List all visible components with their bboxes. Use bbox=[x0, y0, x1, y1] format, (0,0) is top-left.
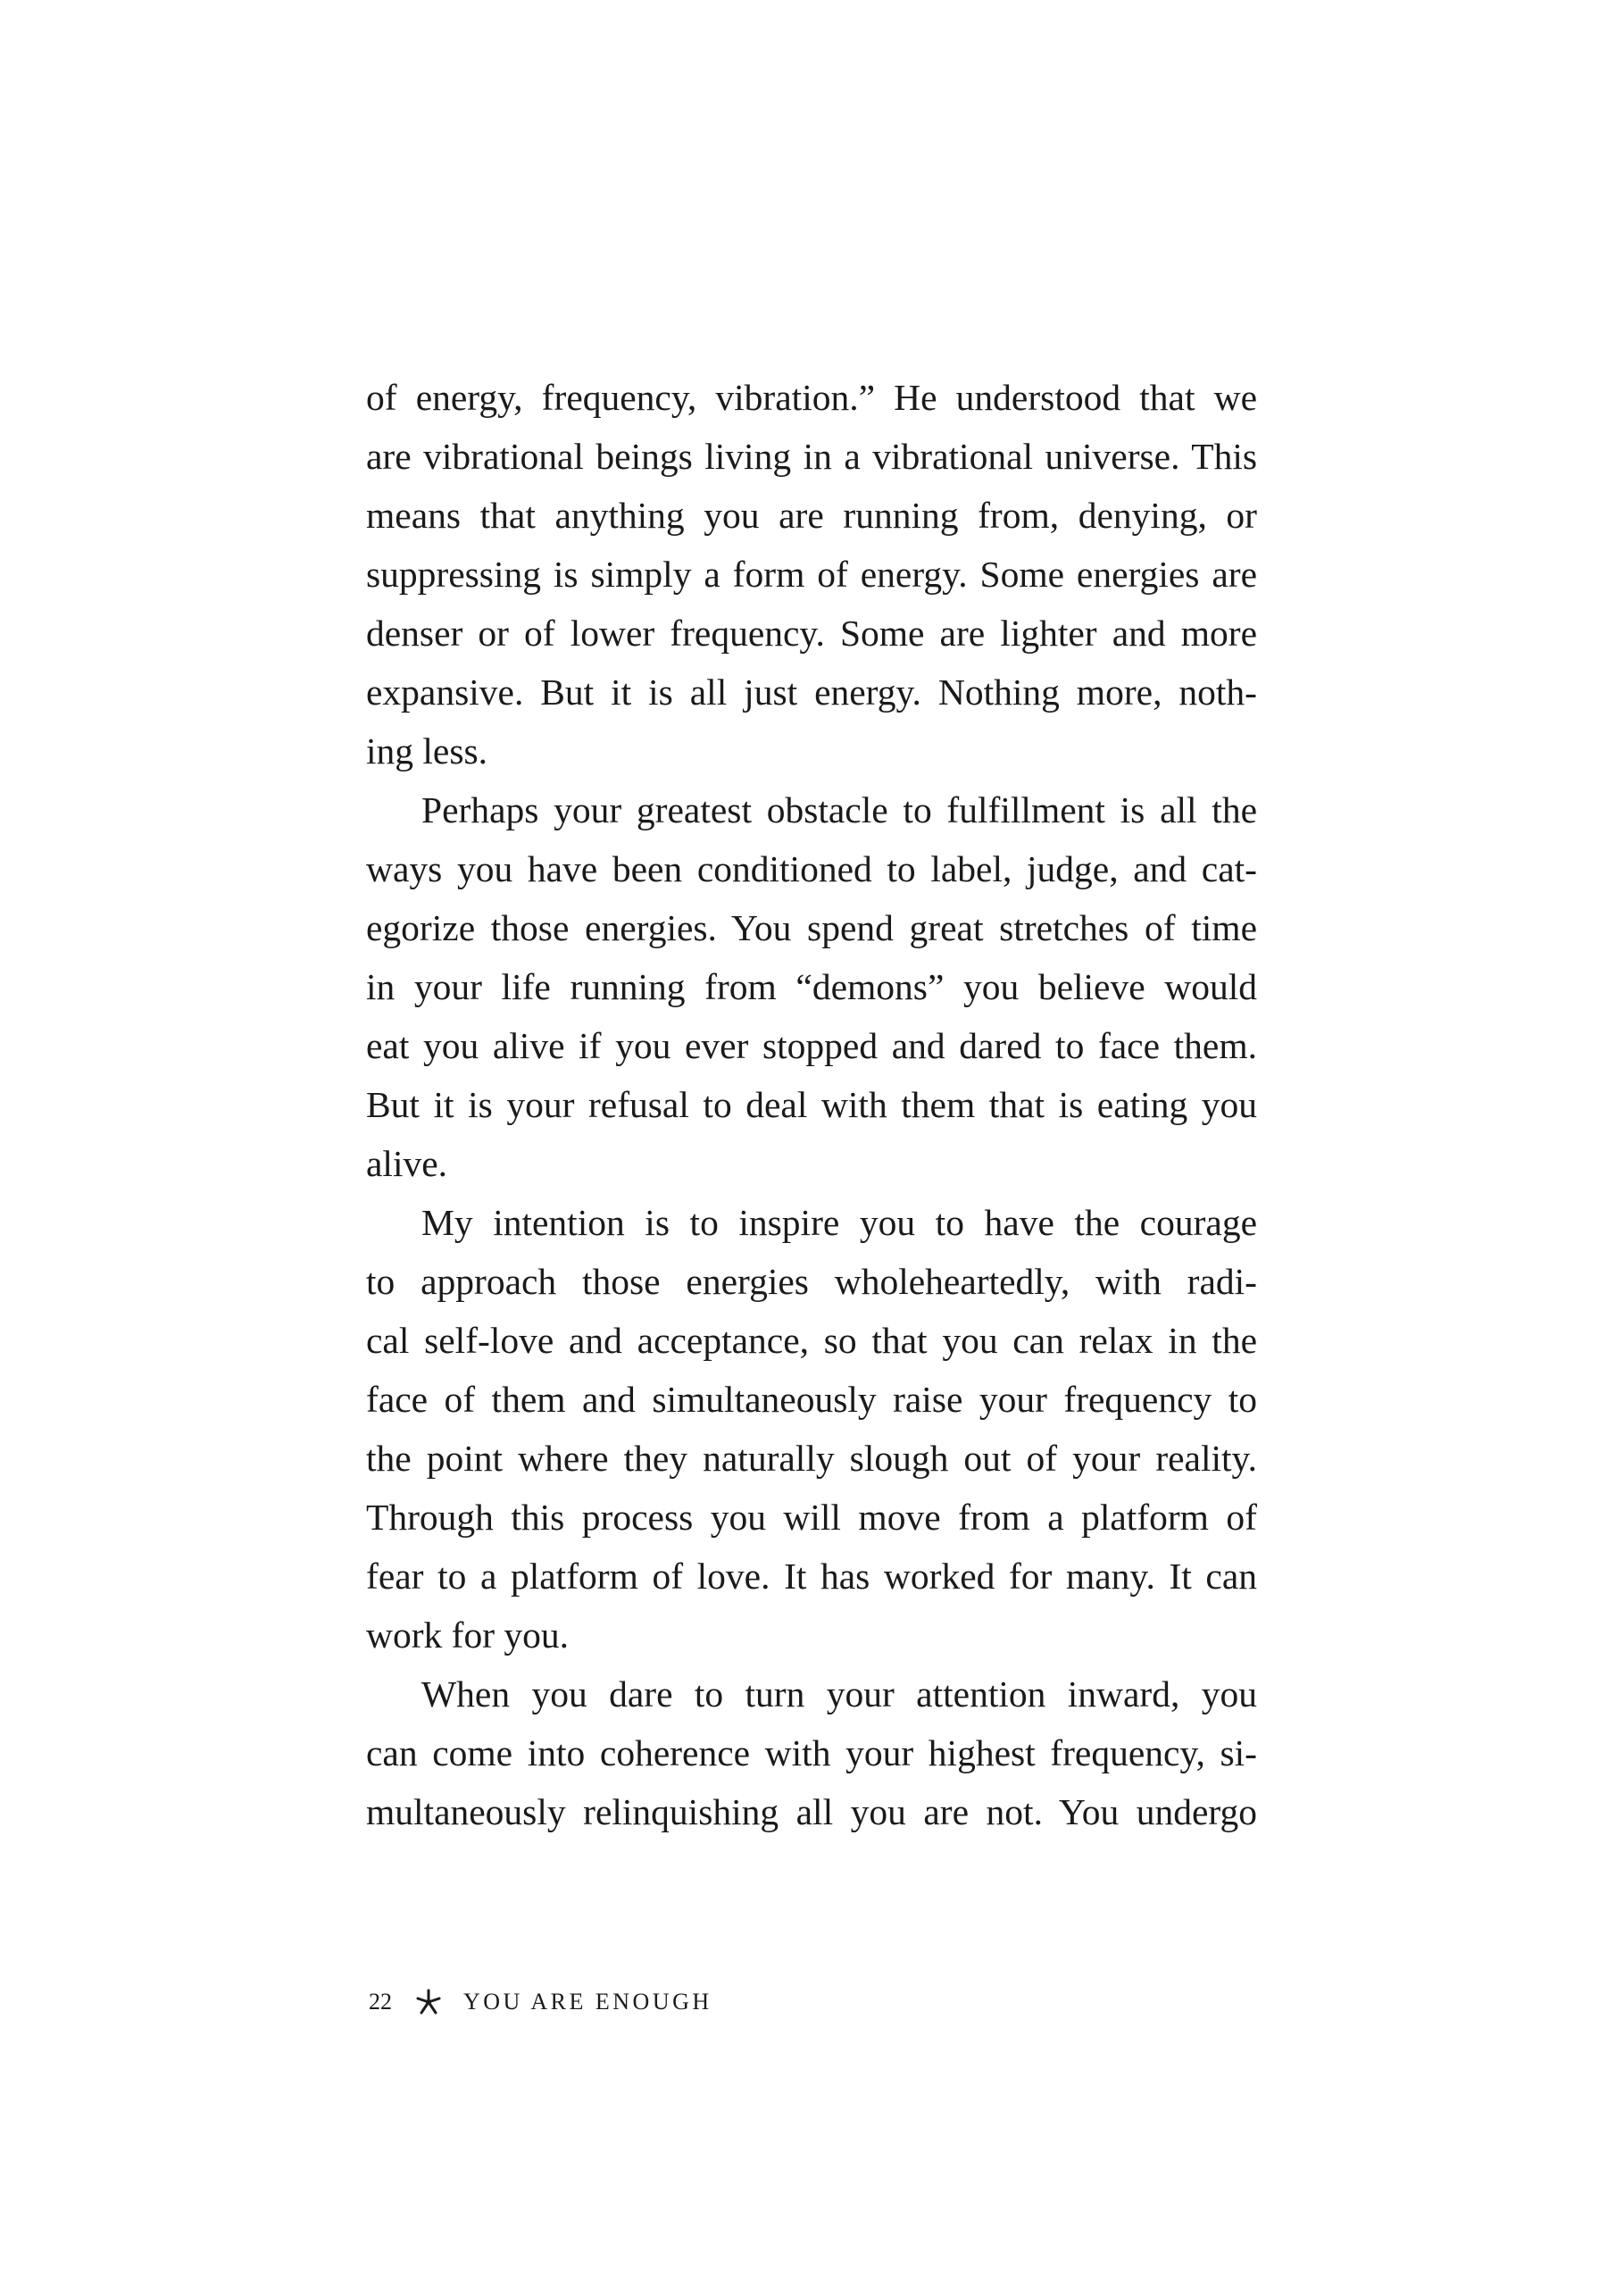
text-line: eat you alive if you ever stopped and dared to face them. bbox=[366, 1025, 1257, 1066]
star-icon bbox=[415, 1989, 442, 2015]
text-line: multaneously relinquishing all you are not. You undergo bbox=[366, 1791, 1257, 1832]
running-title: YOU ARE ENOUGH bbox=[463, 1989, 712, 2015]
text-line: denser or of lower frequency. Some are lighter and more bbox=[366, 613, 1257, 654]
text-line: face of them and simultaneously raise your frequency to bbox=[366, 1379, 1257, 1420]
text-line: work for you. bbox=[366, 1614, 570, 1656]
page-number: 22 bbox=[369, 1989, 392, 2015]
text-line: cal self-love and acceptance, so that you can relax in the bbox=[366, 1320, 1257, 1361]
text-line: egorize those energies. You spend great stretches of time bbox=[366, 907, 1257, 948]
text-line: of energy, frequency, vibration.” He understood that we bbox=[366, 377, 1257, 418]
text-line: in your life running from “demons” you believe would bbox=[366, 966, 1257, 1007]
body-text bbox=[366, 368, 1257, 1841]
text-line: fear to a platform of love. It has worked for many. It can bbox=[366, 1556, 1257, 1597]
text-line: When you dare to turn your attention inward, you bbox=[421, 1673, 1257, 1714]
text-line: can come into coherence with your highest frequency, si- bbox=[366, 1732, 1257, 1773]
page-footer bbox=[369, 1984, 712, 2020]
text-line: the point where they naturally slough out of your reality. bbox=[366, 1438, 1257, 1479]
text-line: ing less. bbox=[366, 730, 488, 772]
text-line: My intention is to inspire you to have the courage bbox=[421, 1202, 1257, 1243]
text-line: ways you have been conditioned to label, judge, and cat- bbox=[366, 848, 1257, 889]
text-line: are vibrational beings living in a vibrational universe. This bbox=[366, 436, 1257, 477]
text-line: Perhaps your greatest obstacle to fulfillment is all the bbox=[421, 789, 1257, 830]
text-line: suppressing is simply a form of energy. Some energies are bbox=[366, 554, 1257, 595]
text-line: But it is your refusal to deal with them that is eating you bbox=[366, 1084, 1257, 1125]
text-line: to approach those energies wholeheartedly, with radi- bbox=[366, 1261, 1257, 1302]
text-line: Through this process you will move from a platform of bbox=[366, 1497, 1257, 1538]
text-line: alive. bbox=[366, 1143, 448, 1184]
text-line: means that anything you are running from, denying, or bbox=[366, 495, 1257, 536]
text-line: expansive. But it is all just energy. Nothing more, noth- bbox=[366, 672, 1257, 713]
